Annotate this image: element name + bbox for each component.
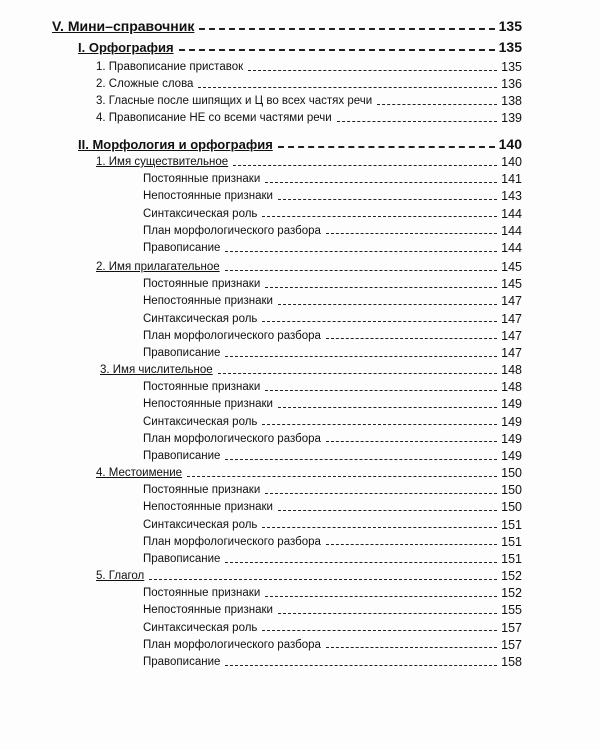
entry-label: Постоянные признаки	[143, 381, 261, 394]
entry-page: 149	[501, 414, 522, 429]
subsection-title: 3. Имя числительное	[100, 364, 213, 376]
subsection-title: 2. Имя прилагательное	[96, 261, 220, 273]
leader-dots	[265, 596, 497, 597]
entry-page: 151	[501, 517, 522, 532]
toc-entry[interactable]	[143, 173, 522, 186]
entry-label: Непостоянные признаки	[143, 604, 273, 617]
leader-dots	[278, 510, 497, 511]
leader-dots	[326, 233, 497, 234]
entry-page: 150	[501, 500, 522, 515]
toc-entry[interactable]	[143, 242, 522, 255]
toc-entry[interactable]	[96, 61, 522, 74]
leader-dots	[278, 407, 497, 408]
entry-page: 149	[501, 431, 522, 446]
subsection-page: 152	[501, 569, 522, 583]
toc-entry[interactable]	[96, 112, 522, 125]
toc-subsection-heading[interactable]	[96, 156, 522, 169]
toc-entry[interactable]	[96, 95, 522, 108]
leader-dots	[326, 441, 497, 442]
toc-entry[interactable]	[143, 190, 522, 203]
toc-section-2-heading[interactable]	[78, 137, 522, 151]
main-title: V. Мини–справочник	[52, 18, 195, 34]
leader-dots	[218, 373, 497, 374]
entry-label: Синтаксическая роль	[143, 312, 258, 325]
toc-subsection-heading[interactable]	[100, 364, 522, 377]
toc-entry[interactable]	[143, 639, 522, 652]
entry-page: 149	[501, 449, 522, 463]
entry-page: 150	[501, 483, 522, 498]
entry-page: 139	[501, 111, 522, 125]
leader-dots	[179, 49, 495, 51]
entry-label: Непостоянные признаки	[143, 501, 273, 514]
entry-page: 152	[501, 586, 522, 601]
leader-dots	[337, 121, 497, 122]
toc-entry[interactable]	[143, 313, 522, 326]
toc-entry[interactable]	[143, 450, 522, 463]
entry-label: Постоянные признаки	[143, 587, 261, 600]
entry-page: 144	[501, 206, 522, 221]
toc-entry[interactable]	[143, 433, 522, 446]
entry-page: 151	[501, 552, 522, 566]
leader-dots	[262, 424, 497, 425]
entry-label: План морфологического разбора	[143, 638, 321, 651]
entry-page: 144	[501, 223, 522, 238]
leader-dots	[262, 527, 497, 528]
leader-dots	[199, 28, 494, 30]
subsection-page: 150	[501, 466, 522, 480]
leader-dots	[187, 476, 497, 477]
entry-label: Правописание	[143, 553, 221, 565]
leader-dots	[278, 304, 497, 305]
leader-dots	[198, 87, 497, 88]
entry-page: 147	[501, 311, 522, 326]
entry-page: 147	[501, 328, 522, 343]
entry-label: Правописание	[143, 242, 221, 254]
entry-page: 143	[501, 189, 522, 204]
subsection-title: 1. Имя существительное	[96, 156, 229, 168]
entry-label: Правописание	[143, 347, 221, 359]
entry-label: Синтаксическая роль	[143, 621, 258, 634]
entry-label: 1. Правописание приставок	[96, 61, 244, 73]
entry-label: Синтаксическая роль	[143, 207, 258, 220]
entry-page: 158	[501, 655, 522, 669]
subsection-title: 4. Местоимение	[96, 467, 183, 479]
entry-page: 148	[501, 380, 522, 395]
leader-dots	[326, 338, 497, 339]
entry-label: Непостоянные признаки	[143, 295, 273, 308]
toc-entry[interactable]	[143, 501, 522, 514]
leader-dots	[225, 665, 497, 666]
toc-entry[interactable]	[143, 381, 522, 394]
leader-dots	[248, 70, 497, 71]
leader-dots	[278, 146, 495, 148]
toc-entry[interactable]	[143, 225, 522, 238]
subsection-page: 145	[501, 260, 522, 274]
leader-dots	[265, 182, 497, 183]
toc-entry[interactable]	[143, 604, 522, 617]
entry-page: 157	[501, 637, 522, 652]
entry-page: 147	[501, 346, 522, 360]
entry-page: 135	[501, 60, 522, 74]
entry-page: 145	[501, 277, 522, 292]
leader-dots	[265, 390, 497, 391]
entry-label: Правописание	[143, 450, 221, 462]
entry-page: 141	[501, 172, 522, 187]
toc-entry[interactable]	[143, 398, 522, 411]
entry-label: План морфологического разбора	[143, 224, 321, 237]
leader-dots	[377, 104, 497, 105]
toc-entry[interactable]	[143, 208, 522, 221]
leader-dots	[233, 165, 497, 166]
entry-label: Постоянные признаки	[143, 173, 261, 186]
leader-dots	[225, 270, 498, 271]
leader-dots	[265, 287, 497, 288]
leader-dots	[278, 613, 497, 614]
entry-label: 2. Сложные слова	[96, 78, 194, 90]
toc-entry[interactable]	[96, 78, 522, 91]
leader-dots	[278, 199, 497, 200]
entry-label: Постоянные признаки	[143, 278, 261, 291]
entry-label: Синтаксическая роль	[143, 415, 258, 428]
toc-entry[interactable]	[143, 656, 522, 669]
toc-entry[interactable]	[143, 347, 522, 360]
leader-dots	[265, 493, 497, 494]
subsection-title: 5. Глагол	[96, 570, 145, 582]
entry-page: 157	[501, 620, 522, 635]
toc-entry[interactable]	[143, 278, 522, 291]
toc-entry[interactable]	[143, 622, 522, 635]
toc-entry[interactable]	[143, 416, 522, 429]
leader-dots	[225, 356, 497, 357]
entry-label: План морфологического разбора	[143, 535, 321, 548]
toc-entry[interactable]	[143, 536, 522, 549]
entry-label: 4. Правописание НЕ со всеми частями речи	[96, 112, 332, 124]
toc-entry[interactable]	[143, 295, 522, 308]
main-page: 135	[498, 18, 522, 34]
entry-label: Синтаксическая роль	[143, 518, 258, 531]
toc-entry[interactable]	[143, 587, 522, 600]
entry-label: План морфологического разбора	[143, 329, 321, 342]
entry-label: План морфологического разбора	[143, 432, 321, 445]
entry-page: 138	[501, 94, 522, 108]
leader-dots	[225, 251, 497, 252]
leader-dots	[262, 216, 497, 217]
subsection-page: 148	[501, 363, 522, 377]
toc-main-heading[interactable]	[52, 19, 522, 33]
entry-label: Постоянные признаки	[143, 484, 261, 497]
leader-dots	[326, 544, 497, 545]
leader-dots	[225, 562, 497, 563]
toc-subsection-heading[interactable]	[96, 467, 522, 480]
entry-label: Непостоянные признаки	[143, 190, 273, 203]
leader-dots	[262, 630, 497, 631]
leader-dots	[262, 321, 497, 322]
toc-subsection-heading[interactable]	[96, 261, 522, 274]
toc-entry[interactable]	[143, 553, 522, 566]
section-2-page: 140	[498, 136, 522, 152]
entry-page: 151	[501, 534, 522, 549]
toc-entry[interactable]	[143, 519, 522, 532]
subsection-page: 140	[501, 155, 522, 169]
leader-dots	[149, 579, 497, 580]
entry-label: Правописание	[143, 656, 221, 668]
entry-page: 155	[501, 603, 522, 618]
toc-section-1-heading[interactable]	[78, 40, 522, 54]
entry-label: Непостоянные признаки	[143, 398, 273, 411]
entry-page: 144	[501, 241, 522, 255]
section-1-title: I. Орфография	[78, 40, 174, 55]
entry-page: 136	[501, 77, 522, 91]
toc-entry[interactable]	[143, 484, 522, 497]
leader-dots	[225, 459, 497, 460]
section-2-title: II. Морфология и орфография	[78, 137, 273, 152]
leader-dots	[326, 647, 497, 648]
entry-page: 149	[501, 397, 522, 412]
entry-label: 3. Гласные после шипящих и Ц во всех частях речи	[96, 95, 373, 107]
toc-entry[interactable]	[143, 330, 522, 343]
toc-subsection-heading[interactable]	[96, 570, 522, 583]
entry-page: 147	[501, 294, 522, 309]
section-1-page: 135	[498, 39, 522, 55]
